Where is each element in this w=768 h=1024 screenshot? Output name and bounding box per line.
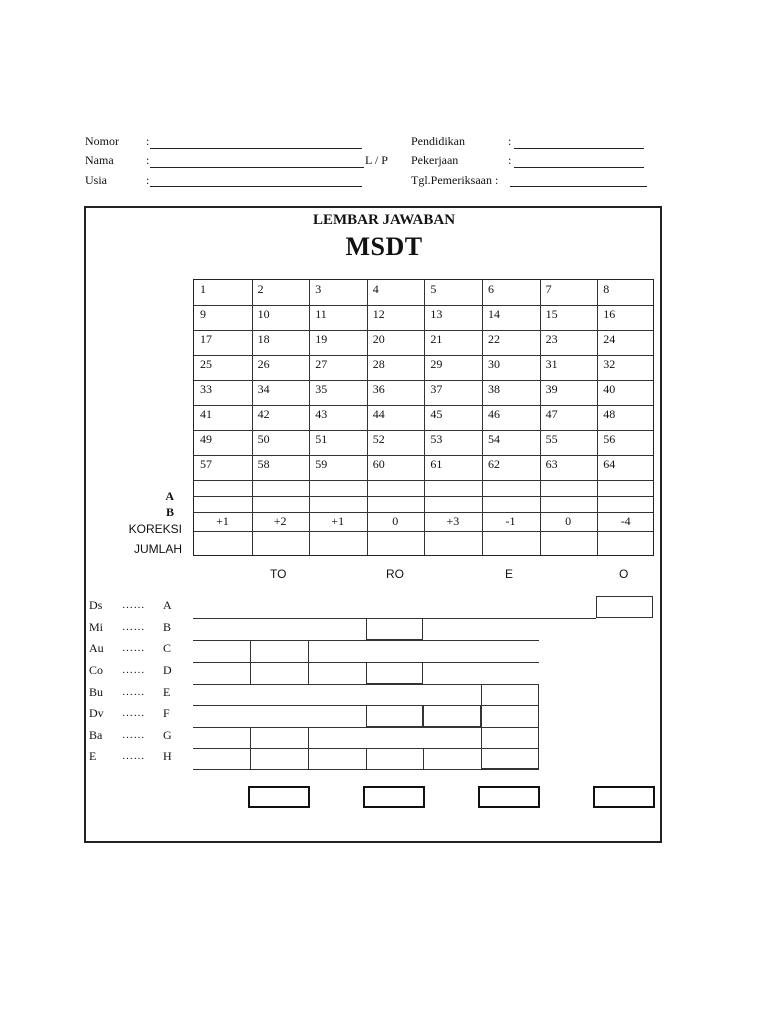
answer-cell[interactable]: 56 [603, 432, 616, 446]
answer-cell[interactable]: 20 [372, 332, 385, 346]
koreksi-value: -1 [505, 514, 516, 528]
answer-cell[interactable]: 10 [257, 307, 270, 321]
profile-letter-label: B [163, 620, 172, 634]
pendidikan-label: Pendidikan [411, 134, 465, 148]
nama-label: Nama [85, 153, 114, 167]
koreksi-label: KOREKSI [128, 522, 182, 536]
profile-letter-label: G [163, 728, 172, 742]
answer-cell[interactable]: 9 [200, 307, 206, 321]
answer-cell[interactable]: 35 [315, 382, 328, 396]
answer-cell[interactable]: 19 [315, 332, 328, 346]
answer-cell[interactable]: 15 [545, 307, 558, 321]
profile-row-line [193, 640, 539, 641]
grid-row-divider [194, 480, 653, 481]
answer-cell[interactable]: 40 [603, 382, 616, 396]
answer-cell[interactable]: 23 [545, 332, 558, 346]
scale-label-ro: RO [386, 567, 404, 581]
answer-cell[interactable]: 50 [257, 432, 270, 446]
answer-cell[interactable]: 44 [372, 407, 385, 421]
answer-cell[interactable]: 45 [430, 407, 443, 421]
usia-label: Usia [85, 173, 107, 187]
answer-cell[interactable]: 61 [430, 457, 443, 471]
answer-cell[interactable]: 46 [488, 407, 500, 421]
pekerjaan-field[interactable] [514, 152, 642, 166]
answer-grid [193, 279, 654, 556]
profile-code-label: Dv [89, 706, 104, 720]
sheet-subtitle: MSDT [345, 232, 423, 261]
answer-cell[interactable]: 14 [488, 307, 500, 321]
answer-cell[interactable]: 13 [430, 307, 443, 321]
profile-code-label: Mi [89, 620, 104, 634]
answer-cell[interactable]: 21 [430, 332, 443, 346]
profile-dots: …… [122, 642, 145, 654]
answer-cell[interactable]: 37 [430, 382, 443, 396]
answer-cell[interactable]: 64 [603, 457, 616, 471]
nomor-colon: : [146, 134, 150, 148]
answer-cell[interactable]: 31 [545, 357, 558, 371]
answer-cell[interactable]: 17 [200, 332, 212, 346]
answer-cell[interactable]: 42 [257, 407, 270, 421]
grid-row-divider [194, 405, 653, 406]
answer-cell[interactable]: 39 [545, 382, 558, 396]
profile-divider [308, 727, 309, 769]
answer-cell[interactable]: 62 [488, 457, 500, 471]
answer-cell[interactable]: 12 [372, 307, 385, 321]
usia-colon: : [146, 173, 150, 187]
total-e-box[interactable] [478, 786, 540, 808]
nama-underline [150, 167, 364, 168]
total-o-box[interactable] [593, 786, 655, 808]
sheet-title: LEMBAR JAWABAN [312, 212, 456, 228]
usia-field[interactable] [150, 172, 362, 186]
answer-cell[interactable]: 8 [603, 282, 610, 296]
grid-row-divider [194, 455, 653, 456]
koreksi-value: +3 [446, 514, 460, 528]
answer-cell[interactable]: 29 [430, 357, 443, 371]
answer-cell[interactable]: 24 [603, 332, 616, 346]
answer-cell[interactable]: 38 [488, 382, 500, 396]
koreksi-value: 0 [565, 514, 572, 528]
profile-score-box[interactable] [481, 684, 539, 769]
answer-cell[interactable]: 34 [257, 382, 270, 396]
usia-underline [150, 186, 362, 187]
profile-dots: …… [122, 599, 145, 611]
profile-dots: …… [122, 729, 145, 741]
answer-cell[interactable]: 55 [545, 432, 558, 446]
answer-cell[interactable]: 60 [372, 457, 385, 471]
profile-dots: …… [122, 664, 145, 676]
answer-cell[interactable]: 25 [200, 357, 212, 371]
nama-colon: : [146, 153, 150, 167]
profile-code-label: E [89, 749, 97, 763]
answer-cell[interactable]: 53 [430, 432, 443, 446]
koreksi-value: -4 [620, 514, 631, 528]
scale-label-to: TO [270, 567, 287, 581]
profile-divider [250, 727, 251, 769]
koreksi-value: +1 [216, 514, 229, 528]
profile-score-box[interactable] [366, 705, 423, 727]
answer-cell[interactable]: 26 [257, 357, 270, 371]
koreksi-value: +1 [331, 514, 345, 528]
answer-cell[interactable]: 32 [603, 357, 616, 371]
pendidikan-underline [514, 148, 644, 149]
profile-score-box[interactable] [596, 596, 653, 618]
koreksi-value: +2 [273, 514, 287, 528]
profile-divider [366, 748, 367, 769]
profile-score-box[interactable] [366, 662, 423, 684]
answer-cell[interactable]: 63 [545, 457, 558, 471]
answer-cell[interactable]: 11 [315, 307, 327, 321]
grid-row-divider [194, 355, 653, 356]
scale-label-e: E [505, 567, 514, 581]
profile-code-label: Bu [89, 685, 104, 699]
answer-cell[interactable]: 41 [200, 407, 212, 421]
answer-cell[interactable]: 3 [315, 282, 322, 296]
answer-cell[interactable]: 58 [257, 457, 270, 471]
profile-letter-label: H [163, 749, 172, 763]
pekerjaan-underline [514, 167, 644, 168]
answer-cell[interactable]: 5 [430, 282, 437, 296]
answer-cell[interactable]: 47 [545, 407, 558, 421]
total-ro-box[interactable] [363, 786, 425, 808]
answer-cell[interactable]: 1 [200, 282, 206, 296]
grid-row-divider [194, 496, 653, 497]
total-to-box[interactable] [248, 786, 310, 808]
row-a-label: A [165, 489, 174, 503]
profile-letter-label: C [163, 641, 172, 655]
answer-cell[interactable]: 59 [315, 457, 328, 471]
answer-cell[interactable]: 16 [603, 307, 616, 321]
answer-cell[interactable]: 27 [315, 357, 328, 371]
tgl-pemeriksaan-underline [510, 186, 647, 187]
answer-cell[interactable]: 2 [257, 282, 264, 296]
grid-row-divider [194, 512, 653, 513]
answer-cell[interactable]: 30 [488, 357, 500, 371]
pendidikan-colon: : [508, 134, 512, 148]
answer-cell[interactable]: 43 [315, 407, 328, 421]
grid-row-divider [194, 330, 653, 331]
pekerjaan-colon: : [508, 153, 512, 167]
nomor-label: Nomor [85, 134, 119, 148]
grid-row-divider [194, 531, 653, 532]
profile-letter-label: D [163, 663, 172, 677]
answer-cell[interactable]: 33 [200, 382, 212, 396]
koreksi-value: 0 [392, 514, 399, 528]
grid-row-divider [194, 380, 653, 381]
gender-selector[interactable]: L / P [365, 153, 388, 167]
profile-letter-label: F [163, 706, 170, 720]
profile-divider [308, 640, 309, 684]
scale-label-o: O [619, 567, 629, 581]
answer-cell[interactable]: 51 [315, 432, 328, 446]
answer-cell[interactable]: 28 [372, 357, 385, 371]
profile-code-label: Ba [89, 728, 103, 742]
answer-cell[interactable]: 52 [372, 432, 385, 446]
profile-score-box[interactable] [366, 618, 423, 640]
profile-letter-label: A [163, 598, 172, 612]
answer-cell[interactable]: 7 [545, 282, 552, 296]
profile-dots: …… [122, 707, 145, 719]
answer-cell[interactable]: 6 [488, 282, 494, 296]
profile-code-label: Ds [89, 598, 103, 612]
profile-dots: …… [122, 621, 145, 633]
profile-letter-label: E [163, 685, 171, 699]
answer-cell[interactable]: 4 [372, 282, 379, 296]
grid-row-divider [194, 430, 653, 431]
profile-code-label: Co [89, 663, 104, 677]
nama-field[interactable] [150, 152, 362, 166]
grid-row-divider [194, 305, 653, 306]
profile-divider [250, 640, 251, 684]
profile-dots: …… [122, 686, 145, 698]
answer-cell[interactable]: 57 [200, 457, 212, 471]
profile-row-line [193, 769, 539, 770]
profile-dots: …… [122, 750, 145, 762]
tgl-pemeriksaan-label: Tgl.Pemeriksaan : [411, 173, 499, 187]
pendidikan-field[interactable] [514, 133, 642, 147]
profile-divider [423, 748, 424, 769]
jumlah-label: JUMLAH [133, 542, 182, 556]
answer-cell[interactable]: 48 [603, 407, 616, 421]
answer-cell[interactable]: 18 [257, 332, 270, 346]
answer-cell[interactable]: 22 [488, 332, 500, 346]
row-b-label: B [165, 505, 174, 519]
nomor-field[interactable] [150, 133, 362, 147]
answer-cell[interactable]: 49 [200, 432, 212, 446]
pekerjaan-label: Pekerjaan [411, 153, 459, 167]
nomor-underline [150, 148, 362, 149]
answer-cell[interactable]: 36 [372, 382, 385, 396]
tgl-pemeriksaan-field[interactable] [510, 172, 644, 186]
profile-score-box[interactable] [423, 705, 481, 727]
profile-code-label: Au [89, 641, 104, 655]
answer-cell[interactable]: 54 [488, 432, 500, 446]
